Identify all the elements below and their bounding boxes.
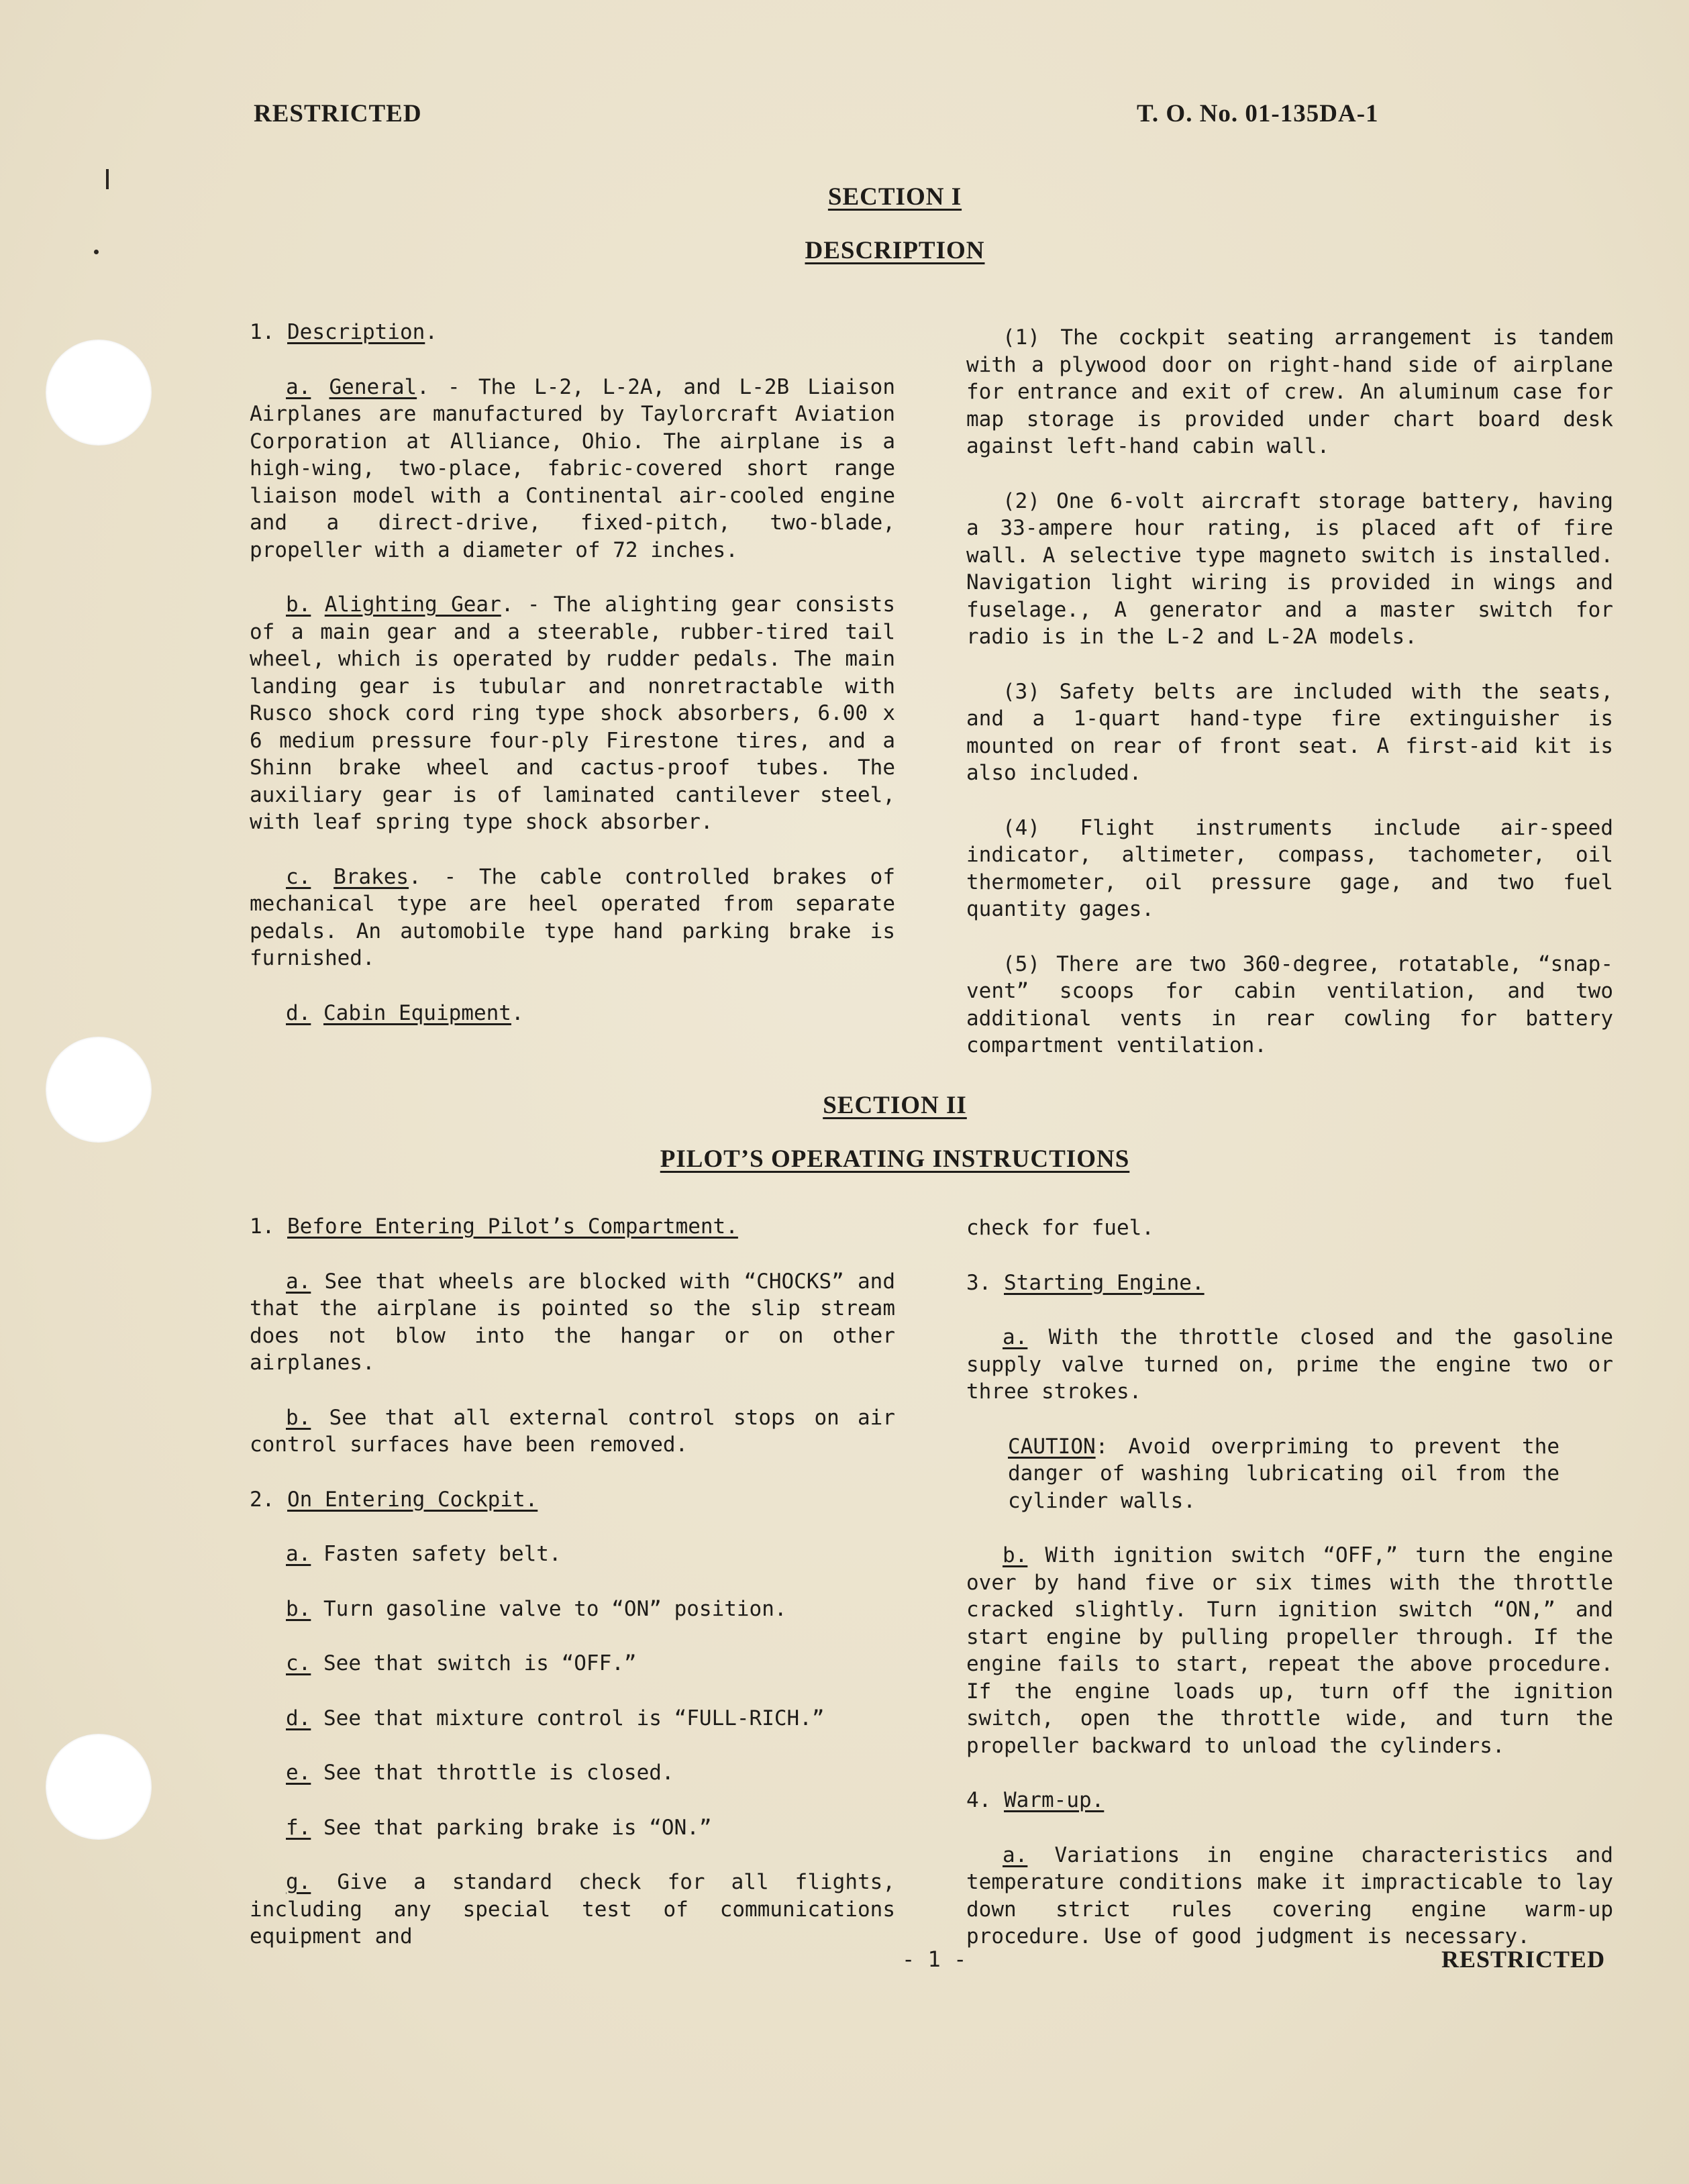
- header-restricted: RESTRICTED: [254, 100, 422, 127]
- para-hand-start: b. With ignition switch “OFF,” turn the engine over by hand five or six times with the throttle cracked slightly. Turn ignition switch “ON,” and start engine by pulling propeller through. If the engine fails to start, repeat the above procedure. If the engine loads up, turn off the ignition switch, open the throttle wide, and turn the propeller backward to unload the cylinders.: [966, 1543, 1613, 1758]
- para-check-fuel: check for fuel.: [966, 1216, 1154, 1240]
- item-safety-belt: a. Fasten safety belt.: [286, 1542, 562, 1566]
- item-switch-off: c. See that switch is “OFF.”: [286, 1651, 637, 1675]
- page-number: - 1 -: [902, 1946, 967, 1972]
- para-prime-engine: a. With the throttle closed and the gasoline supply valve turned on, prime the engine two or three strokes.: [966, 1325, 1613, 1404]
- para-chocks: a. See that wheels are blocked with “CHOCKS” and that the airplane is pointed so the slip stream does not blow into the hangar or on other airplanes.: [250, 1269, 895, 1375]
- para-cabin-equipment: d. Cabin Equipment.: [286, 1000, 524, 1025]
- binder-hole-middle: [46, 1037, 152, 1143]
- para-cabin-2: (2) One 6-volt aircraft storage battery, having a 33-ampere hour rating, is placed aft of fire wall. A selective type magneto switch is installed. Navigation light wiring is provided in wings and fuselage., A generator and a master switch for radio is in the L-2 and L-2A models.: [966, 488, 1613, 649]
- section-2-subtitle: PILOT’S OPERATING INSTRUCTIONS: [660, 1145, 1130, 1173]
- para-alighting-gear: b. Alighting Gear. - The alighting gear consists of a main gear and a steerable, rubber-tired tail wheel, which is operated by rudder pedals. The main landing gear is tubular and nonretractable with Rusco shock cord ring type shock absorbers, 6.00 x 6 medium pressure four-ply Firestone tires, and a Shinn brake wheel and cactus-proof tubes. The auxiliary gear is of laminated cantilever steel, with leaf spring type shock absorber.: [250, 592, 895, 834]
- binder-hole-top: [46, 340, 152, 446]
- item-throttle-closed: e. See that throttle is closed.: [286, 1761, 674, 1785]
- section-1-title: SECTION I: [827, 183, 962, 211]
- heading-on-entering: 2. On Entering Cockpit.: [250, 1487, 538, 1512]
- para-warm-up: a. Variations in engine characteristics and temperature conditions make it impracticable to lay down strict rules covering engine warm-up procedure. Use of good judgment is necessary.: [966, 1842, 1613, 1948]
- header-document-number: T. O. No. 01-135DA-1: [1137, 100, 1379, 127]
- para-cabin-4: (4) Flight instruments include air-speed indicator, altimeter, compass, tachometer, oil thermometer, oil pressure gage, and two fuel quantity gages.: [966, 815, 1613, 921]
- heading-starting-engine: 3. Starting Engine.: [966, 1270, 1205, 1295]
- section-2-left-column: [250, 1213, 895, 1978]
- para-cabin-3: (3) Safety belts are included with the seats, and a 1-quart hand-type fire extinguisher is mounted on rear of front seat. A first-aid kit is also included.: [966, 679, 1613, 785]
- item-gasoline-valve: b. Turn gasoline valve to “ON” position.: [286, 1596, 787, 1621]
- binder-hole-bottom: [46, 1734, 152, 1840]
- footer-restricted: RESTRICTED: [1441, 1946, 1606, 1973]
- para-control-stops: b. See that all external control stops on air control surfaces have been removed.: [250, 1405, 895, 1457]
- item-mixture-control: d. See that mixture control is “FULL-RICH.”: [286, 1706, 825, 1730]
- item-standard-check: g. Give a standard check for all flights, including any special test of communications equipment and: [250, 1870, 895, 1948]
- heading-description: 1. Description.: [250, 320, 438, 344]
- para-general: a. General. - The L-2, L-2A, and L-2B Liaison Airplanes are manufactured by Taylorcraft Aviation Corporation at Alliance, Ohio. The airplane is a high-wing, two-place, fabric-covered short range liaison model with a Continental air-cooled engine and a direct-drive, fixed-pitch, two-blade, propeller with a diameter of 72 inches.: [250, 374, 896, 562]
- para-brakes: c. Brakes. - The cable controlled brakes of mechanical type are heel operated from separate pedals. An automobile type hand parking brake is furnished.: [250, 864, 895, 970]
- section-1-left-column: [250, 319, 895, 1054]
- section-2-right-column: [966, 1214, 1613, 1978]
- caution-note: CAUTION: Avoid overpriming to prevent the danger of washing lubricating oil from the cylinder walls.: [1008, 1434, 1559, 1513]
- section-1-right-column: [966, 324, 1613, 1087]
- para-cabin-1: (1) The cockpit seating arrangement is tandem with a plywood door on right-hand side of airplane for entrance and exit of crew. An aluminum case for map storage is provided under chart board desk against left-hand cabin wall.: [966, 325, 1613, 458]
- heading-before-entering: 1. Before Entering Pilot’s Compartment.: [250, 1214, 738, 1239]
- item-parking-brake: f. See that parking brake is “ON.”: [286, 1815, 712, 1840]
- section-1-subtitle: DESCRIPTION: [805, 237, 985, 264]
- section-2-title: SECTION II: [823, 1092, 967, 1119]
- para-cabin-5: (5) There are two 360-degree, rotatable, “snap-vent” scoops for cabin ventilation, and two additional vents in rear cowling for battery compartment ventilation.: [966, 951, 1613, 1057]
- heading-warm-up: 4. Warm-up.: [966, 1788, 1105, 1812]
